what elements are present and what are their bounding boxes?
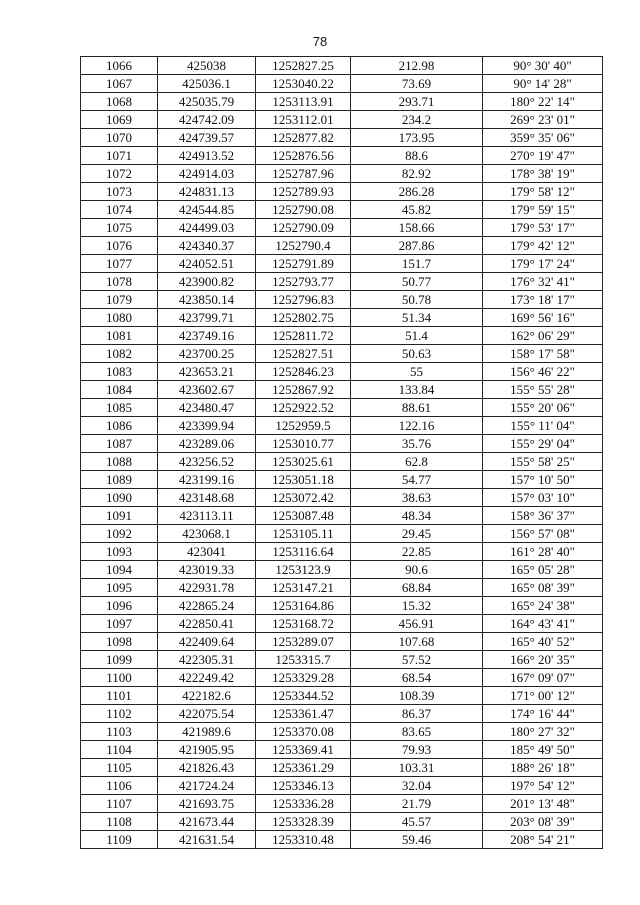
- table-row: [81, 813, 603, 831]
- y-coordinate-cell: 1253369.41: [256, 741, 351, 759]
- bearing-cell: 156° 57' 08": [483, 525, 603, 543]
- distance-cell: 133.84: [351, 381, 483, 399]
- y-coordinate-cell: 1253087.48: [256, 507, 351, 525]
- point-number-cell: 1106: [81, 777, 158, 795]
- distance-cell: 57.52: [351, 651, 483, 669]
- distance-cell: 107.68: [351, 633, 483, 651]
- distance-cell: 68.84: [351, 579, 483, 597]
- point-number-cell: 1086: [81, 417, 158, 435]
- distance-cell: 82.92: [351, 165, 483, 183]
- distance-cell: 50.78: [351, 291, 483, 309]
- bearing-cell: 178° 38' 19": [483, 165, 603, 183]
- bearing-cell: 164° 43' 41": [483, 615, 603, 633]
- table-row: [81, 651, 603, 669]
- point-number-cell: 1091: [81, 507, 158, 525]
- table-row: [81, 777, 603, 795]
- point-number-cell: 1095: [81, 579, 158, 597]
- bearing-cell: 179° 42' 12": [483, 237, 603, 255]
- y-coordinate-cell: 1252867.92: [256, 381, 351, 399]
- y-coordinate-cell: 1252846.23: [256, 363, 351, 381]
- x-coordinate-cell: 423653.21: [158, 363, 256, 381]
- bearing-cell: 201° 13' 48": [483, 795, 603, 813]
- table-row: [81, 219, 603, 237]
- point-number-cell: 1088: [81, 453, 158, 471]
- table-row: [81, 705, 603, 723]
- distance-cell: 45.57: [351, 813, 483, 831]
- bearing-cell: 165° 05' 28": [483, 561, 603, 579]
- x-coordinate-cell: 423602.67: [158, 381, 256, 399]
- point-number-cell: 1105: [81, 759, 158, 777]
- bearing-cell: 166° 20' 35": [483, 651, 603, 669]
- y-coordinate-cell: 1253361.29: [256, 759, 351, 777]
- x-coordinate-cell: 424742.09: [158, 111, 256, 129]
- distance-cell: 32.04: [351, 777, 483, 795]
- point-number-cell: 1077: [81, 255, 158, 273]
- table-row: [81, 183, 603, 201]
- table-row: [81, 75, 603, 93]
- table-row: [81, 795, 603, 813]
- distance-cell: 68.54: [351, 669, 483, 687]
- table-row: [81, 831, 603, 849]
- point-number-cell: 1109: [81, 831, 158, 849]
- point-number-cell: 1071: [81, 147, 158, 165]
- y-coordinate-cell: 1253072.42: [256, 489, 351, 507]
- bearing-cell: 161° 28' 40": [483, 543, 603, 561]
- table-row: [81, 165, 603, 183]
- point-number-cell: 1068: [81, 93, 158, 111]
- distance-cell: 173.95: [351, 129, 483, 147]
- y-coordinate-cell: 1252876.56: [256, 147, 351, 165]
- bearing-cell: 208° 54' 21": [483, 831, 603, 849]
- point-number-cell: 1097: [81, 615, 158, 633]
- bearing-cell: 167° 09' 07": [483, 669, 603, 687]
- point-number-cell: 1085: [81, 399, 158, 417]
- x-coordinate-cell: 425036.1: [158, 75, 256, 93]
- point-number-cell: 1107: [81, 795, 158, 813]
- x-coordinate-cell: 421631.54: [158, 831, 256, 849]
- bearing-cell: 162° 06' 29": [483, 327, 603, 345]
- x-coordinate-cell: 424052.51: [158, 255, 256, 273]
- x-coordinate-cell: 423799.71: [158, 309, 256, 327]
- distance-cell: 234.2: [351, 111, 483, 129]
- point-number-cell: 1078: [81, 273, 158, 291]
- table-row: [81, 687, 603, 705]
- bearing-cell: 156° 46' 22": [483, 363, 603, 381]
- bearing-cell: 155° 20' 06": [483, 399, 603, 417]
- point-number-cell: 1084: [81, 381, 158, 399]
- bearing-cell: 174° 16' 44": [483, 705, 603, 723]
- point-number-cell: 1102: [81, 705, 158, 723]
- x-coordinate-cell: 422931.78: [158, 579, 256, 597]
- table-row: [81, 543, 603, 561]
- bearing-cell: 155° 11' 04": [483, 417, 603, 435]
- table-row: [81, 453, 603, 471]
- point-number-cell: 1087: [81, 435, 158, 453]
- distance-cell: 73.69: [351, 75, 483, 93]
- table-row: [81, 381, 603, 399]
- bearing-cell: 165° 08' 39": [483, 579, 603, 597]
- y-coordinate-cell: 1253116.64: [256, 543, 351, 561]
- table-row: [81, 57, 603, 75]
- x-coordinate-cell: 424739.57: [158, 129, 256, 147]
- x-coordinate-cell: 423148.68: [158, 489, 256, 507]
- bearing-cell: 173° 18' 17": [483, 291, 603, 309]
- x-coordinate-cell: 421693.75: [158, 795, 256, 813]
- y-coordinate-cell: 1253346.13: [256, 777, 351, 795]
- point-number-cell: 1099: [81, 651, 158, 669]
- distance-cell: 88.61: [351, 399, 483, 417]
- distance-cell: 212.98: [351, 57, 483, 75]
- distance-cell: 90.6: [351, 561, 483, 579]
- x-coordinate-cell: 421826.43: [158, 759, 256, 777]
- table-row: [81, 345, 603, 363]
- table-row: [81, 363, 603, 381]
- y-coordinate-cell: 1252790.09: [256, 219, 351, 237]
- bearing-cell: 188° 26' 18": [483, 759, 603, 777]
- y-coordinate-cell: 1253168.72: [256, 615, 351, 633]
- table-row: [81, 147, 603, 165]
- y-coordinate-cell: 1253361.47: [256, 705, 351, 723]
- distance-cell: 48.34: [351, 507, 483, 525]
- bearing-cell: 197° 54' 12": [483, 777, 603, 795]
- table-row: [81, 723, 603, 741]
- distance-cell: 456.91: [351, 615, 483, 633]
- table-row: [81, 255, 603, 273]
- distance-cell: 103.31: [351, 759, 483, 777]
- y-coordinate-cell: 1252877.82: [256, 129, 351, 147]
- distance-cell: 79.93: [351, 741, 483, 759]
- bearing-cell: 180° 22' 14": [483, 93, 603, 111]
- distance-cell: 21.79: [351, 795, 483, 813]
- distance-cell: 158.66: [351, 219, 483, 237]
- x-coordinate-cell: 423113.11: [158, 507, 256, 525]
- point-number-cell: 1067: [81, 75, 158, 93]
- x-coordinate-cell: 423041: [158, 543, 256, 561]
- point-number-cell: 1094: [81, 561, 158, 579]
- x-coordinate-cell: 423900.82: [158, 273, 256, 291]
- y-coordinate-cell: 1253010.77: [256, 435, 351, 453]
- y-coordinate-cell: 1252922.52: [256, 399, 351, 417]
- bearing-cell: 157° 10' 50": [483, 471, 603, 489]
- y-coordinate-cell: 1252959.5: [256, 417, 351, 435]
- x-coordinate-cell: 423068.1: [158, 525, 256, 543]
- table-row: [81, 93, 603, 111]
- table-row: [81, 759, 603, 777]
- bearing-cell: 90° 30' 40": [483, 57, 603, 75]
- page-number: 78: [312, 34, 328, 49]
- bearing-cell: 203° 08' 39": [483, 813, 603, 831]
- point-number-cell: 1066: [81, 57, 158, 75]
- x-coordinate-cell: 424914.03: [158, 165, 256, 183]
- bearing-cell: 179° 17' 24": [483, 255, 603, 273]
- point-number-cell: 1075: [81, 219, 158, 237]
- table-row: [81, 111, 603, 129]
- y-coordinate-cell: 1252789.93: [256, 183, 351, 201]
- point-number-cell: 1083: [81, 363, 158, 381]
- distance-cell: 51.34: [351, 309, 483, 327]
- table-row: [81, 273, 603, 291]
- bearing-cell: 158° 36' 37": [483, 507, 603, 525]
- y-coordinate-cell: 1253329.28: [256, 669, 351, 687]
- bearing-cell: 158° 17' 58": [483, 345, 603, 363]
- bearing-cell: 165° 40' 52": [483, 633, 603, 651]
- distance-cell: 22.85: [351, 543, 483, 561]
- x-coordinate-cell: 425038: [158, 57, 256, 75]
- distance-cell: 83.65: [351, 723, 483, 741]
- point-number-cell: 1098: [81, 633, 158, 651]
- point-number-cell: 1089: [81, 471, 158, 489]
- x-coordinate-cell: 424340.37: [158, 237, 256, 255]
- y-coordinate-cell: 1253328.39: [256, 813, 351, 831]
- coordinates-table-body: [81, 57, 603, 849]
- point-number-cell: 1069: [81, 111, 158, 129]
- table-row: [81, 507, 603, 525]
- table-row: [81, 417, 603, 435]
- point-number-cell: 1090: [81, 489, 158, 507]
- y-coordinate-cell: 1252796.83: [256, 291, 351, 309]
- x-coordinate-cell: 424499.03: [158, 219, 256, 237]
- x-coordinate-cell: 423399.94: [158, 417, 256, 435]
- y-coordinate-cell: 1252790.08: [256, 201, 351, 219]
- y-coordinate-cell: 1252811.72: [256, 327, 351, 345]
- x-coordinate-cell: 423480.47: [158, 399, 256, 417]
- x-coordinate-cell: 424831.13: [158, 183, 256, 201]
- y-coordinate-cell: 1253105.11: [256, 525, 351, 543]
- table-row: [81, 327, 603, 345]
- y-coordinate-cell: 1253344.52: [256, 687, 351, 705]
- distance-cell: 29.45: [351, 525, 483, 543]
- distance-cell: 286.28: [351, 183, 483, 201]
- distance-cell: 50.63: [351, 345, 483, 363]
- bearing-cell: 359° 35' 06": [483, 129, 603, 147]
- y-coordinate-cell: 1252827.25: [256, 57, 351, 75]
- x-coordinate-cell: 423289.06: [158, 435, 256, 453]
- bearing-cell: 179° 58' 12": [483, 183, 603, 201]
- x-coordinate-cell: 425035.79: [158, 93, 256, 111]
- x-coordinate-cell: 423256.52: [158, 453, 256, 471]
- bearing-cell: 155° 29' 04": [483, 435, 603, 453]
- table-row: [81, 633, 603, 651]
- x-coordinate-cell: 423850.14: [158, 291, 256, 309]
- y-coordinate-cell: 1252802.75: [256, 309, 351, 327]
- x-coordinate-cell: 423019.33: [158, 561, 256, 579]
- distance-cell: 287.86: [351, 237, 483, 255]
- point-number-cell: 1073: [81, 183, 158, 201]
- x-coordinate-cell: 422850.41: [158, 615, 256, 633]
- y-coordinate-cell: 1253051.18: [256, 471, 351, 489]
- distance-cell: 50.77: [351, 273, 483, 291]
- bearing-cell: 171° 00' 12": [483, 687, 603, 705]
- table-row: [81, 597, 603, 615]
- bearing-cell: 165° 24' 38": [483, 597, 603, 615]
- point-number-cell: 1101: [81, 687, 158, 705]
- table-row: [81, 435, 603, 453]
- distance-cell: 54.77: [351, 471, 483, 489]
- table-row: [81, 579, 603, 597]
- point-number-cell: 1108: [81, 813, 158, 831]
- bearing-cell: 90° 14' 28": [483, 75, 603, 93]
- bearing-cell: 176° 32' 41": [483, 273, 603, 291]
- x-coordinate-cell: 423199.16: [158, 471, 256, 489]
- x-coordinate-cell: 424913.52: [158, 147, 256, 165]
- distance-cell: 293.71: [351, 93, 483, 111]
- y-coordinate-cell: 1252791.89: [256, 255, 351, 273]
- bearing-cell: 155° 55' 28": [483, 381, 603, 399]
- bearing-cell: 185° 49' 50": [483, 741, 603, 759]
- point-number-cell: 1079: [81, 291, 158, 309]
- x-coordinate-cell: 424544.85: [158, 201, 256, 219]
- x-coordinate-cell: 422305.31: [158, 651, 256, 669]
- x-coordinate-cell: 422409.64: [158, 633, 256, 651]
- point-number-cell: 1076: [81, 237, 158, 255]
- table-row: [81, 525, 603, 543]
- table-row: [81, 561, 603, 579]
- distance-cell: 59.46: [351, 831, 483, 849]
- table-row: [81, 201, 603, 219]
- bearing-cell: 269° 23' 01": [483, 111, 603, 129]
- distance-cell: 151.7: [351, 255, 483, 273]
- distance-cell: 86.37: [351, 705, 483, 723]
- x-coordinate-cell: 421673.44: [158, 813, 256, 831]
- y-coordinate-cell: 1252827.51: [256, 345, 351, 363]
- distance-cell: 122.16: [351, 417, 483, 435]
- y-coordinate-cell: 1253310.48: [256, 831, 351, 849]
- y-coordinate-cell: 1253315.7: [256, 651, 351, 669]
- x-coordinate-cell: 421724.24: [158, 777, 256, 795]
- point-number-cell: 1072: [81, 165, 158, 183]
- bearing-cell: 169° 56' 16": [483, 309, 603, 327]
- coordinates-table: [80, 56, 603, 849]
- x-coordinate-cell: 422182.6: [158, 687, 256, 705]
- table-row: [81, 615, 603, 633]
- y-coordinate-cell: 1252793.77: [256, 273, 351, 291]
- y-coordinate-cell: 1253289.07: [256, 633, 351, 651]
- bearing-cell: 179° 59' 15": [483, 201, 603, 219]
- table-row: [81, 741, 603, 759]
- y-coordinate-cell: 1253113.91: [256, 93, 351, 111]
- point-number-cell: 1070: [81, 129, 158, 147]
- bearing-cell: 179° 53' 17": [483, 219, 603, 237]
- bearing-cell: 157° 03' 10": [483, 489, 603, 507]
- distance-cell: 108.39: [351, 687, 483, 705]
- bearing-cell: 270° 19' 47": [483, 147, 603, 165]
- y-coordinate-cell: 1253147.21: [256, 579, 351, 597]
- distance-cell: 38.63: [351, 489, 483, 507]
- table-row: [81, 129, 603, 147]
- distance-cell: 88.6: [351, 147, 483, 165]
- point-number-cell: 1074: [81, 201, 158, 219]
- point-number-cell: 1080: [81, 309, 158, 327]
- bearing-cell: 155° 58' 25": [483, 453, 603, 471]
- x-coordinate-cell: 423700.25: [158, 345, 256, 363]
- point-number-cell: 1104: [81, 741, 158, 759]
- point-number-cell: 1103: [81, 723, 158, 741]
- point-number-cell: 1100: [81, 669, 158, 687]
- x-coordinate-cell: 423749.16: [158, 327, 256, 345]
- y-coordinate-cell: 1253123.9: [256, 561, 351, 579]
- distance-cell: 35.76: [351, 435, 483, 453]
- table-row: [81, 309, 603, 327]
- y-coordinate-cell: 1253164.86: [256, 597, 351, 615]
- y-coordinate-cell: 1253025.61: [256, 453, 351, 471]
- point-number-cell: 1096: [81, 597, 158, 615]
- table-row: [81, 669, 603, 687]
- distance-cell: 15.32: [351, 597, 483, 615]
- point-number-cell: 1092: [81, 525, 158, 543]
- x-coordinate-cell: 422075.54: [158, 705, 256, 723]
- bearing-cell: 180° 27' 32": [483, 723, 603, 741]
- distance-cell: 62.8: [351, 453, 483, 471]
- table-row: [81, 471, 603, 489]
- point-number-cell: 1081: [81, 327, 158, 345]
- distance-cell: 51.4: [351, 327, 483, 345]
- y-coordinate-cell: 1253336.28: [256, 795, 351, 813]
- x-coordinate-cell: 421989.6: [158, 723, 256, 741]
- table-row: [81, 399, 603, 417]
- x-coordinate-cell: 421905.95: [158, 741, 256, 759]
- distance-cell: 45.82: [351, 201, 483, 219]
- y-coordinate-cell: 1253040.22: [256, 75, 351, 93]
- x-coordinate-cell: 422865.24: [158, 597, 256, 615]
- table-row: [81, 489, 603, 507]
- y-coordinate-cell: 1252790.4: [256, 237, 351, 255]
- table-row: [81, 237, 603, 255]
- y-coordinate-cell: 1253370.08: [256, 723, 351, 741]
- x-coordinate-cell: 422249.42: [158, 669, 256, 687]
- y-coordinate-cell: 1253112.01: [256, 111, 351, 129]
- y-coordinate-cell: 1252787.96: [256, 165, 351, 183]
- table-row: [81, 291, 603, 309]
- point-number-cell: 1082: [81, 345, 158, 363]
- distance-cell: 55: [351, 363, 483, 381]
- point-number-cell: 1093: [81, 543, 158, 561]
